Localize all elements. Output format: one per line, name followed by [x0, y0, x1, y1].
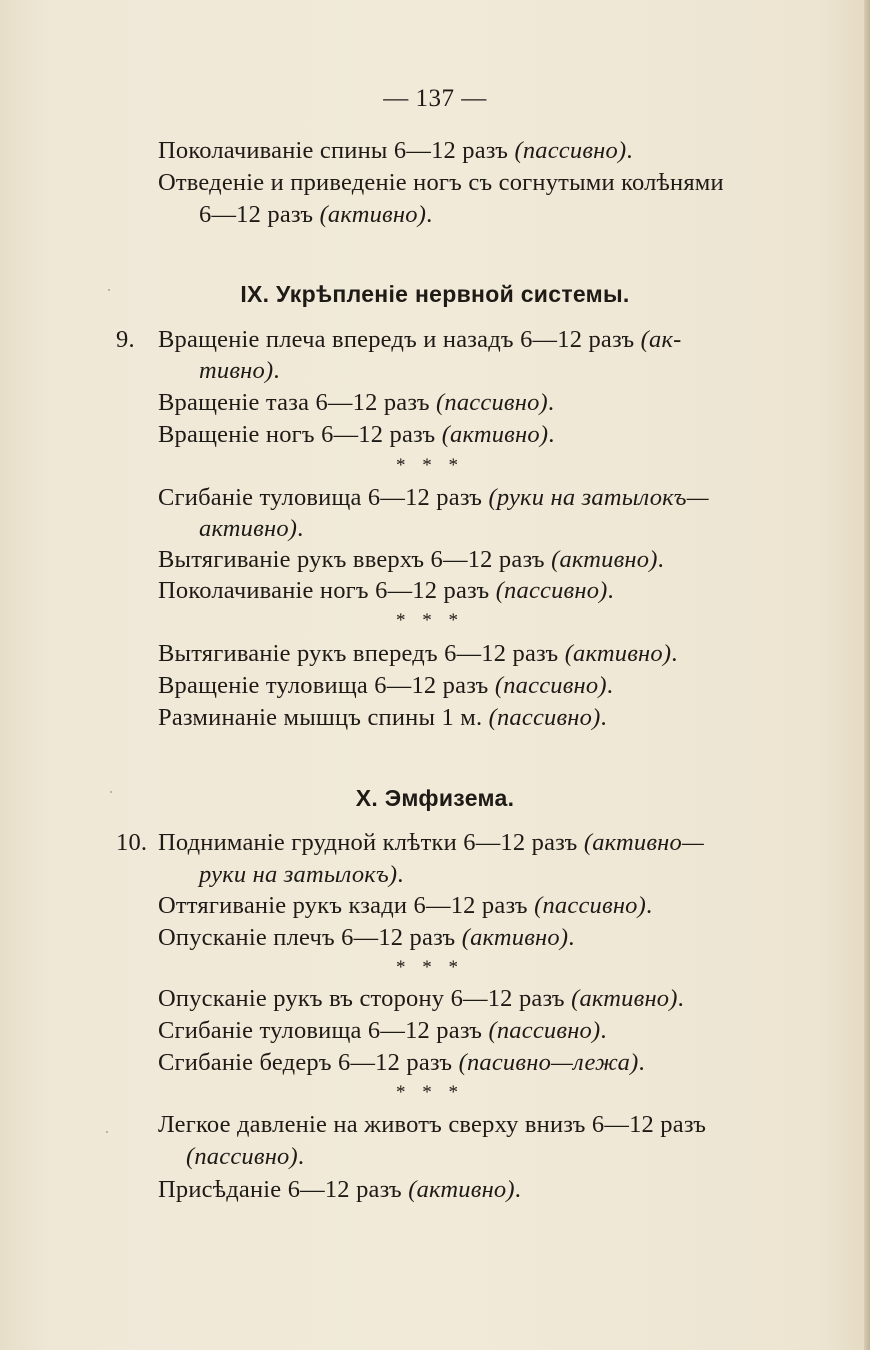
text-line: Сгибаніе туловища 6—12 разъ (руки на затылокъ— — [158, 484, 709, 511]
text-line: Опусканіе плечъ 6—12 разъ (активно). — [158, 924, 575, 951]
text-line: тивно). — [199, 357, 280, 384]
text-line: Разминаніе мышцъ спины 1 м. (пассивно). — [158, 704, 607, 731]
text-line: Вытягиваніе рукъ вверхъ 6—12 разъ (активно). — [158, 546, 664, 573]
text-line: Сгибаніе туловища 6—12 разъ (пассивно). — [158, 1017, 607, 1044]
text-line: 9. Вращеніе плеча впередъ и назадъ 6—12 разъ (ак- — [116, 326, 682, 353]
margin-speck: · — [104, 1122, 110, 1142]
margin-speck: · — [108, 782, 114, 802]
text-line: Вращеніе ногъ 6—12 разъ (активно). — [158, 421, 555, 448]
text-line: (пассивно). — [186, 1143, 305, 1170]
text-line: 6—12 разъ (активно). — [199, 201, 433, 228]
item-number: 9. — [116, 326, 135, 353]
page-edge-shadow — [864, 0, 870, 1350]
text-line: Опусканіе рукъ въ сторону 6—12 разъ (активно). — [158, 985, 684, 1012]
text-line: руки на затылокъ). — [199, 861, 404, 888]
text-line: Поколачиваніе спины 6—12 разъ (пассивно). — [158, 137, 633, 164]
separator-stars: * * * — [396, 1082, 464, 1103]
text-line: Сгибаніе бедеръ 6—12 разъ (пасивно—лежа). — [158, 1049, 645, 1076]
separator-stars: * * * — [396, 957, 464, 978]
text-line: Отведеніе и приведеніе ногъ съ согнутыми колѣнями — [158, 169, 724, 196]
margin-speck: · — [106, 280, 112, 300]
text-line: Вращеніе таза 6—12 разъ (пассивно). — [158, 389, 555, 416]
separator-stars: * * * — [396, 455, 464, 476]
page-number: — 137 — — [383, 85, 487, 112]
text-line: активно). — [199, 515, 304, 542]
item-number: 10. — [116, 829, 148, 856]
text-line: Легкое давленіе на животъ сверху внизъ 6—12 разъ — [158, 1111, 707, 1138]
text-line: Вытягиваніе рукъ впередъ 6—12 разъ (активно). — [158, 640, 678, 667]
section-heading-ix: IX. Укрѣпленіе нервной системы. — [240, 281, 630, 307]
section-heading-x: X. Эмфизема. — [355, 785, 515, 811]
text-line: Присѣданіе 6—12 разъ (активно). — [158, 1176, 522, 1203]
text-line: Вращеніе туловища 6—12 разъ (пассивно). — [158, 672, 614, 699]
text-line: Оттягиваніе рукъ кзади 6—12 разъ (пассивно). — [158, 892, 653, 919]
separator-stars: * * * — [396, 610, 464, 631]
text-line: 10. Подниманіе грудной клѣтки 6—12 разъ (активно— — [116, 829, 704, 856]
text-line: Поколачиваніе ногъ 6—12 разъ (пассивно). — [158, 577, 614, 604]
